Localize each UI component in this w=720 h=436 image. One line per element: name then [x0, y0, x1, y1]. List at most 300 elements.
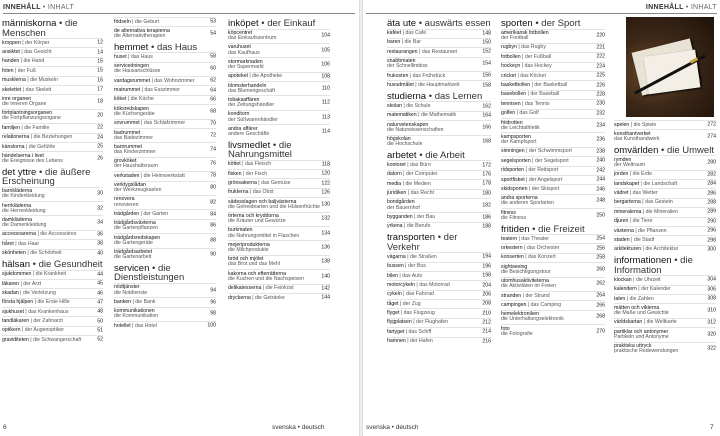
toc-entry[interactable]: tennisen | das Tennis 230 [501, 100, 605, 107]
entry-swedish: sädesslagen och baljväxterna [228, 198, 297, 205]
toc-entry[interactable]: håret | das Haar 38 [2, 240, 103, 247]
toc-entry[interactable]: simningen | der Schwimmsport 238 [501, 148, 605, 155]
toc-entry[interactable] [501, 310, 605, 324]
entry-page-number: 250 [596, 212, 605, 219]
toc-entry[interactable]: vardagsrummet | das Wohnzimmer 62 [114, 77, 216, 84]
toc-entry[interactable] [114, 233, 216, 247]
entry-german: die Hausanschlüsse [114, 68, 161, 75]
entry-page-number: 274 [707, 133, 716, 140]
toc-entry[interactable]: bussen | der Bus 196 [387, 263, 491, 270]
entry-german: andere Geschäfte [228, 130, 270, 137]
toc-entry[interactable]: spelen | die Spiele 272 [614, 121, 716, 128]
toc-entry[interactable]: skidsporten | der Skisport 246 [501, 185, 605, 192]
entry-swedish: spelen [614, 121, 630, 128]
toc-entry[interactable] [114, 62, 216, 76]
toc-entry[interactable]: kroppen | der Körper 12 [2, 39, 103, 46]
entry-swedish: grönsakerna [228, 180, 257, 186]
entry-german: die Accessoires [40, 231, 77, 238]
entry-german: der Arzt [23, 280, 42, 287]
entry-page-number: 266 [596, 301, 605, 308]
toc-entry[interactable] [501, 194, 605, 208]
header-rule-left [3, 13, 355, 14]
entry-page-number: 74 [210, 146, 216, 153]
toc-entry[interactable]: födseln | die Geburt 53 [114, 18, 216, 25]
toc-entry[interactable]: sjukhuset | das Krankenhaus 48 [2, 308, 103, 315]
toc-entry[interactable]: landskapet | die Landschaft 284 [614, 180, 716, 187]
entry-german: die Berufe [406, 223, 431, 230]
entry-swedish: nödtjänster [114, 284, 140, 291]
entry-swedish: foten [2, 67, 14, 74]
toc-entry[interactable]: baren | die Bar 150 [387, 39, 491, 46]
toc-entry[interactable] [501, 29, 605, 43]
entry-german: die Getränke [255, 294, 285, 301]
toc-entry[interactable]: klockan | die Uhrzeit 304 [614, 276, 716, 283]
toc-entry[interactable]: talen | die Zahlen 308 [614, 295, 716, 302]
entry-swedish: örterna och kryddorna [228, 213, 279, 220]
entry-german: das Esszimmer [144, 87, 180, 94]
toc-entry[interactable]: frukterna | das Obst 126 [228, 189, 330, 196]
entry-german: das Fleisch [244, 161, 272, 168]
toc-entry[interactable]: media | die Medien 178 [387, 180, 491, 187]
toc-entry[interactable]: verkstaden | die Heimwerkstatt 78 [114, 172, 216, 179]
section-title-swedish: omvärlden [614, 144, 659, 156]
entry-german: das Kaufhaus [228, 49, 260, 56]
entry-page-number: 186 [482, 213, 491, 220]
entry-german: das Gemüse [261, 180, 291, 186]
entry-swedish: ansiktet [2, 48, 20, 55]
toc-entry[interactable] [114, 26, 216, 40]
toc-entry[interactable] [501, 118, 605, 132]
toc-column-2 [114, 17, 216, 330]
entry-page-number: 15 [97, 58, 103, 65]
toc-entry[interactable] [228, 81, 330, 95]
toc-entry[interactable]: vägarna | die Straßen 194 [387, 253, 491, 260]
entry-page-number: 286 [707, 190, 716, 197]
entry-swedish: golfen [501, 110, 516, 117]
entry-swedish: dryckerna [228, 294, 251, 301]
toc-entry[interactable] [114, 248, 216, 262]
entry-page-number: 50 [97, 318, 103, 325]
toc-entry[interactable]: flyget | das Flugzeug 210 [387, 310, 491, 317]
toc-entry[interactable]: hotellet | das Hotel 100 [114, 322, 216, 329]
toc-entry[interactable] [387, 57, 491, 71]
toc-entry[interactable]: läkaren | der Arzt 45 [2, 280, 103, 287]
toc-entry[interactable]: bygganden | der Bau 186 [387, 213, 491, 220]
toc-entry[interactable]: optikern | der Augenoptiker 51 [2, 327, 103, 334]
toc-entry[interactable] [228, 29, 330, 43]
toc-entry[interactable] [114, 128, 216, 142]
entry-german: das Badezimmer [114, 134, 153, 141]
toc-entry[interactable]: juridiken | das Recht 180 [387, 190, 491, 197]
toc-entry[interactable] [228, 124, 330, 138]
toc-entry[interactable]: sovrummet | das Schlafzimmer 70 [114, 120, 216, 127]
entry-swedish: barnrummet [114, 143, 142, 150]
toc-entry[interactable]: världskartan | die Weltkarte 312 [614, 319, 716, 326]
entry-swedish: hamnen [387, 338, 406, 345]
entry-page-number: 90 [210, 251, 216, 258]
section-title-german: die Arbeit [425, 149, 465, 161]
entry-page-number: 168 [482, 138, 491, 145]
toc-entry[interactable]: skolan | die Schule 162 [387, 102, 491, 109]
entry-page-number: 226 [596, 82, 605, 89]
toc-entry[interactable] [228, 255, 330, 269]
entry-swedish: partiklar och antonymer [614, 328, 669, 335]
entry-german: die Schwangerschaft [33, 336, 82, 343]
toc-entry[interactable]: kontoret | das Büro 172 [387, 161, 491, 168]
toc-entry[interactable] [114, 195, 216, 209]
entry-german: der Angelsport [528, 176, 563, 183]
page-number-left: 6 [3, 424, 7, 431]
section-title-german: die Nahrungsmittel [228, 139, 292, 161]
entry-swedish: teatern [501, 235, 518, 242]
entry-german: der Schnellimbiss [387, 63, 428, 70]
section-title-german: auswärts essen [424, 18, 491, 29]
toc-entry[interactable] [228, 57, 330, 71]
toc-entry[interactable] [501, 277, 605, 291]
entry-swedish: datorn [387, 171, 402, 178]
toc-entry[interactable] [2, 94, 103, 108]
entry-german: die Ereignisse des Lebens [2, 157, 63, 164]
entry-swedish: talen [614, 295, 626, 302]
entry-page-number: 248 [596, 197, 605, 204]
entry-swedish: bygganden [387, 213, 413, 220]
entry-swedish: bilen [387, 272, 398, 279]
toc-entry[interactable]: tandläkaren | der Zahnarzt 50 [2, 318, 103, 325]
toc-entry[interactable]: ansiktet | das Gesicht 14 [2, 48, 103, 55]
entry-swedish: skadan [2, 289, 19, 296]
entry-page-number: 136 [321, 244, 330, 251]
toc-entry[interactable] [2, 151, 103, 165]
entry-swedish: flyget [387, 310, 400, 317]
writing-desk-photo [626, 17, 714, 117]
section-title-swedish: sporten [501, 18, 533, 29]
toc-entry[interactable]: restaurangen | das Restaurant 152 [387, 48, 491, 55]
toc-entry[interactable] [228, 95, 330, 109]
entry-german: die Muskeln [30, 77, 58, 84]
toc-entry[interactable]: jorden | die Erde 282 [614, 171, 716, 178]
entry-swedish: skelettet [2, 86, 22, 93]
entry-page-number: 17 [97, 86, 103, 93]
entry-swedish: servicedningen [114, 63, 149, 70]
toc-entry[interactable]: växterna | die Pflanzen 296 [614, 227, 716, 234]
entry-swedish: bondgården [387, 199, 415, 206]
toc-entry[interactable]: graviditeten | die Schwangerschaft 52 [2, 336, 103, 343]
toc-entry[interactable]: staden | die Stadt 298 [614, 236, 716, 243]
entry-german: die Nahrungsmittel in Flaschen [228, 232, 300, 239]
entry-swedish: tandläkaren [2, 318, 30, 325]
toc-entry[interactable]: banken | die Bank 96 [114, 298, 216, 305]
entry-page-number: 68 [210, 108, 216, 115]
toc-entry[interactable]: ridsporten | der Reitsport 242 [501, 167, 605, 174]
entry-page-number: 230 [596, 100, 605, 107]
toc-entry[interactable]: dryckerna | die Getränke 144 [228, 294, 330, 301]
toc-entry[interactable]: rugbyn | das Rugby 221 [501, 44, 605, 51]
toc-entry[interactable] [614, 129, 716, 143]
entry-german: der Kampfsport [501, 139, 537, 146]
toc-entry[interactable] [114, 157, 216, 171]
toc-entry[interactable]: tåget | der Zug 208 [387, 300, 491, 307]
toc-entry[interactable]: mineralerna | die Mineralien 289 [614, 208, 716, 215]
entry-german: das Kunsthandwerk [614, 136, 660, 143]
entry-swedish: graviditeten [2, 336, 29, 343]
toc-entry[interactable] [501, 324, 605, 338]
entry-german: der Werkzeugkasten [114, 187, 162, 194]
header-left: INNEHÅLL • INHALT [3, 4, 75, 11]
entry-page-number: 58 [210, 53, 216, 60]
entry-swedish: familjen [2, 124, 20, 131]
toc-entry[interactable]: stranden | der Strand 264 [501, 292, 605, 299]
toc-entry[interactable] [228, 43, 330, 57]
entry-swedish: vädret [614, 190, 629, 197]
entry-swedish: cykeln [387, 291, 402, 298]
toc-entry[interactable] [228, 269, 330, 283]
toc-entry[interactable]: skönheten | die Schönheit 40 [2, 250, 103, 257]
toc-entry[interactable] [2, 201, 103, 215]
entry-german: das Blumengeschäft [228, 87, 276, 94]
toc-entry[interactable]: vädret | das Wetter 286 [614, 190, 716, 197]
toc-entry[interactable]: köket | die Küche 66 [114, 96, 216, 103]
toc-column-4 [387, 17, 491, 346]
toc-entry[interactable]: sjukdommen | die Krankheit 44 [2, 271, 103, 278]
toc-entry[interactable]: huset | das Haus 58 [114, 53, 216, 60]
toc-entry[interactable] [387, 120, 491, 134]
toc-entry[interactable]: kalendern | der Kalender 306 [614, 286, 716, 293]
entry-german: die Bank [135, 298, 156, 305]
entry-swedish: andra sporterna [501, 195, 538, 202]
toc-entry[interactable] [228, 240, 330, 254]
entry-german: der Fußball [524, 53, 552, 60]
entry-german: das Golf [519, 110, 539, 117]
entry-swedish: trädgården [114, 210, 140, 217]
toc-entry[interactable]: hamnen | der Hafen 216 [387, 338, 491, 345]
entry-page-number: 108 [321, 73, 330, 80]
entry-swedish: sjukdommen [2, 271, 32, 278]
toc-entry[interactable]: yrkena | die Berufe 188 [387, 223, 491, 230]
toc-entry[interactable] [114, 142, 216, 156]
entry-german: das Büro [409, 162, 431, 168]
toc-entry[interactable] [114, 219, 216, 233]
toc-entry[interactable]: matrummet | das Esszimmer 64 [114, 87, 216, 94]
toc-entry[interactable] [2, 215, 103, 229]
section-heading: informationen • die Information [614, 255, 693, 276]
section-title-swedish: äta ute [387, 18, 417, 29]
entry-page-number: 282 [707, 171, 716, 178]
toc-entry[interactable] [114, 283, 216, 297]
toc-entry[interactable]: sportfisket | der Angelsport 244 [501, 176, 605, 183]
toc-entry[interactable] [501, 262, 605, 276]
entry-swedish: köpcentret [228, 29, 253, 36]
entry-page-number: 176 [482, 171, 491, 178]
entry-page-number: 82 [210, 199, 216, 206]
section-heading: studierna • das Lernen [387, 90, 483, 102]
entry-swedish: sjukhuset [2, 308, 24, 315]
toc-entry[interactable]: flygplatsen | der Flughafen 212 [387, 319, 491, 326]
entry-german: der Kalender [641, 286, 671, 293]
entry-swedish: matematiken [387, 112, 417, 119]
toc-entry[interactable]: känslorna | die Gefühle 25 [2, 143, 103, 150]
toc-entry[interactable]: konserten | das Konzert 258 [501, 254, 605, 261]
toc-entry[interactable]: skadan | die Verletzung 46 [2, 289, 103, 296]
entry-page-number: 288 [707, 199, 716, 206]
toc-entry[interactable] [387, 198, 491, 212]
entry-swedish: håret [2, 240, 14, 247]
toc-entry[interactable] [501, 208, 605, 222]
toc-entry[interactable]: basketbollen | der Basketball 226 [501, 82, 605, 89]
entry-page-number: 300 [707, 246, 716, 253]
entry-german: die Mathematik [420, 112, 457, 119]
entry-german: die Küchengeräte [114, 110, 155, 117]
toc-entry[interactable]: första hjälpen | die Erste Hilfe 47 [2, 299, 103, 306]
toc-entry[interactable] [614, 155, 716, 169]
entry-page-number: 32 [97, 205, 103, 212]
toc-entry[interactable]: motorcykeln | das Motorrad 204 [387, 281, 491, 288]
entry-german: der Zug [402, 300, 421, 307]
toc-entry[interactable]: hockeyn | das Hockey 224 [501, 63, 605, 70]
entry-page-number: 64 [210, 87, 216, 94]
entry-german: das Konzert [528, 254, 556, 261]
entry-page-number: 66 [210, 96, 216, 103]
entry-german: die Tiere [632, 218, 653, 225]
toc-entry[interactable]: accessoarerna | die Accessoires 36 [2, 231, 103, 238]
entry-swedish: frukterna [228, 189, 249, 196]
entry-page-number: 228 [596, 91, 605, 98]
section-title-swedish: människorna [2, 18, 57, 29]
entry-swedish: bröd och mjölet [228, 256, 264, 263]
entry-german: der Hafen [409, 338, 433, 345]
entry-swedish: yrkena [387, 223, 403, 230]
entry-swedish: utomhusaktiviteterna [501, 278, 549, 285]
toc-entry[interactable]: musklerna | die Muskeln 16 [2, 77, 103, 84]
toc-entry[interactable]: köttet | das Fleisch 118 [228, 161, 330, 168]
toc-entry[interactable]: golfen | das Golf 232 [501, 110, 605, 117]
entry-german: die Leichtathletik [501, 124, 540, 131]
entry-swedish: vardagsrummet [114, 77, 151, 84]
entry-swedish: handen [2, 58, 20, 65]
toc-entry[interactable] [614, 303, 716, 317]
toc-entry[interactable]: datorn | der Computer 176 [387, 171, 491, 178]
toc-entry[interactable]: bilen | das Auto 198 [387, 272, 491, 279]
entry-swedish: huvudmålet [387, 82, 414, 89]
entry-swedish: läkaren [2, 280, 20, 287]
toc-entry[interactable]: matematiken | die Mathematik 164 [387, 112, 491, 119]
entry-german: die Hand [23, 58, 45, 65]
entry-german: die Feinkost [265, 285, 294, 292]
toc-entry[interactable]: basebollen | der Baseball 228 [501, 91, 605, 98]
toc-entry[interactable] [614, 342, 716, 356]
toc-entry[interactable]: djuren | die Tiere 290 [614, 218, 716, 225]
entry-german: die Damenkleidung [2, 222, 47, 229]
toc-entry[interactable]: relationerna | die Beziehungen 24 [2, 134, 103, 141]
entry-page-number: 196 [482, 263, 491, 270]
toc-entry[interactable]: campingen | das Camping 266 [501, 301, 605, 308]
section-title-swedish: det yttre [2, 166, 37, 178]
toc-entry[interactable]: frukosten | das Frühstück 156 [387, 72, 491, 79]
entry-german: praktische Redewendungen [614, 348, 679, 355]
entry-swedish: skönheten [2, 250, 26, 257]
entry-swedish: huset [114, 53, 127, 60]
toc-entry[interactable]: skelettet | das Skelett 17 [2, 86, 103, 93]
entry-page-number: 118 [321, 161, 330, 168]
entry-page-number: 322 [707, 345, 716, 352]
entry-page-number: 210 [482, 310, 491, 317]
entry-swedish: stormarknaden [228, 58, 263, 65]
toc-entry[interactable]: grönsakerna | das Gemüse 122 [228, 179, 330, 186]
entry-german: das Haar [18, 240, 40, 247]
toc-entry[interactable]: kaféet | das Café 148 [387, 30, 491, 37]
entry-swedish: friidrotten [501, 119, 523, 126]
section-heading: hemmet • das Haus [114, 41, 198, 53]
toc-entry[interactable] [114, 104, 216, 118]
entry-german: die Zahlen [629, 295, 654, 302]
toc-entry[interactable] [501, 132, 605, 146]
toc-entry[interactable]: cykeln | das Fahrrad 206 [387, 291, 491, 298]
entry-german: die Mineralien [645, 208, 678, 215]
toc-entry[interactable]: cricket | das Kricket 225 [501, 72, 605, 79]
entry-swedish: sportfisket [501, 176, 525, 183]
toc-entry[interactable]: delikatesserna | die Feinkost 142 [228, 285, 330, 292]
entry-german: das Kricket [520, 72, 546, 79]
toc-entry[interactable]: bergarterna | das Gestein 288 [614, 199, 716, 206]
entry-german: das Hotel [134, 322, 157, 329]
section-heading: livsmedlet • die Nahrungsmittel [228, 139, 292, 161]
toc-entry[interactable]: foten | der Fuß 15 [2, 67, 103, 74]
entry-swedish: herrkläderna [2, 202, 32, 209]
toc-entry[interactable] [2, 187, 103, 201]
entry-german: die Medien [405, 180, 431, 187]
entry-swedish: tennisen [501, 100, 521, 107]
entry-swedish: jorden [614, 171, 629, 178]
toc-entry[interactable]: familjen | die Familie 22 [2, 124, 103, 131]
toc-entry[interactable] [114, 307, 216, 321]
entry-page-number: 214 [482, 328, 491, 335]
toc-entry[interactable] [228, 212, 330, 226]
toc-entry[interactable] [387, 135, 491, 149]
entry-german: der Zahnarzt [33, 318, 63, 325]
entry-swedish: verkstaden [114, 172, 140, 179]
toc-entry[interactable] [228, 110, 330, 124]
entry-page-number: 100 [207, 322, 216, 329]
entry-swedish: konsthantverket [614, 130, 651, 137]
toc-entry[interactable]: arkitekturen | die Architektur 300 [614, 246, 716, 253]
toc-entry[interactable] [114, 181, 216, 195]
toc-entry[interactable]: orkestern | das Orchester 256 [501, 245, 605, 252]
entry-page-number: 16 [97, 77, 103, 84]
entry-swedish: konserten [501, 254, 524, 261]
toc-entry[interactable]: trädgården | der Garten 84 [114, 210, 216, 217]
entry-swedish: orkestern [501, 245, 523, 252]
toc-entry[interactable]: teatern | das Theater 254 [501, 235, 605, 242]
entry-german: die Kommunikation [114, 313, 159, 320]
entry-swedish: musklerna [2, 77, 26, 84]
toc-entry[interactable]: fartyget | das Schiff 214 [387, 328, 491, 335]
toc-entry[interactable] [228, 226, 330, 240]
toc-entry[interactable] [228, 197, 330, 211]
toc-entry[interactable]: apoteket | die Apotheke 108 [228, 73, 330, 80]
toc-entry[interactable]: segelsporten | der Segelsport 240 [501, 157, 605, 164]
toc-entry[interactable]: huvudmålet | die Hauptmahlzeit 158 [387, 82, 491, 89]
entry-page-number: 25 [97, 143, 103, 150]
entry-page-number: 148 [482, 30, 491, 37]
toc-entry[interactable] [614, 327, 716, 341]
entry-swedish: staden [614, 237, 630, 243]
toc-entry[interactable] [2, 109, 103, 123]
toc-entry[interactable]: fisken | der Fisch 120 [228, 170, 330, 177]
entry-swedish: arkitekturen [614, 246, 642, 253]
toc-column-6 [614, 120, 716, 356]
toc-entry[interactable]: fotbollen | der Fußball 222 [501, 53, 605, 60]
entry-page-number: 150 [482, 39, 491, 46]
toc-entry[interactable]: handen | die Hand 15 [2, 58, 103, 65]
